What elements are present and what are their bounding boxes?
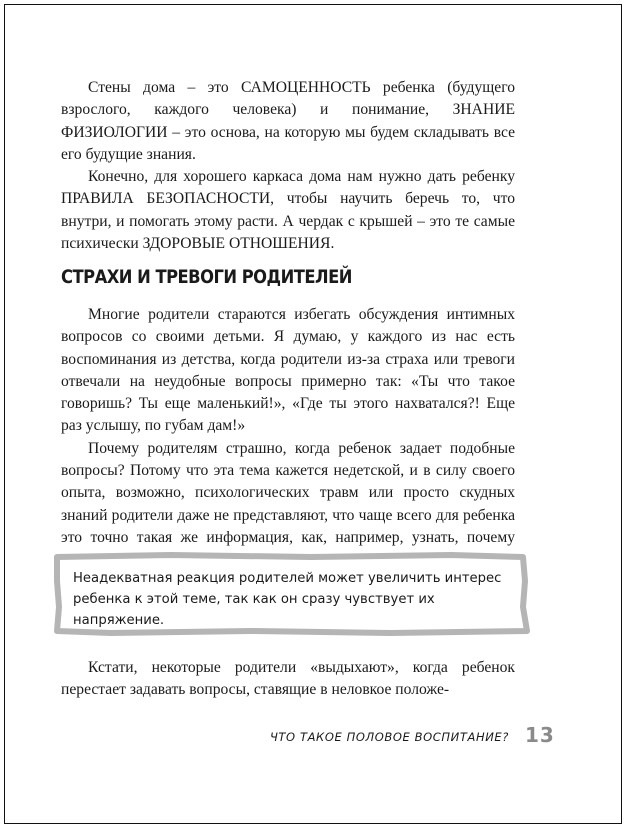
paragraph: Почему родителям страшно, когда ребенок задает подобные вопросы? Потому что эта тема кажется недетской, и в силу своего опыта, возможно, психологических травм или просто скудных знаний родители даже не представляют, что чаще всего для ребенка это точно такая же информация, как, например, узнать, почему bbox=[61, 439, 515, 546]
callout-box bbox=[51, 551, 533, 637]
paragraph: Конечно, для хорошего каркаса дома нам нужно дать ребенку ПРАВИЛА БЕЗОПАСНОСТИ, чтобы научить беречь то, что внутри, и помогать этому расти. А чердак с крышей – это те самые психически ЗДОРОВЫЕ ОТНОШЕНИЯ. bbox=[61, 168, 515, 253]
section-text-block bbox=[61, 304, 515, 572]
paragraph: Стены дома – это САМОЦЕННОСТЬ ребенка (будущего взрослого, каждого человека) и понимание, ЗНАНИЕ ФИЗИОЛОГИИ – это основа, на которую мы будем складывать все его будущие знания. bbox=[61, 79, 515, 163]
book-page bbox=[4, 4, 622, 824]
running-head: ЧТО ТАКОЕ ПОЛОВОЕ ВОСПИТАНИЕ? bbox=[269, 730, 509, 744]
page-footer bbox=[5, 721, 565, 751]
paragraph: Кстати, некоторые родители «выдыхают», когда ребенок перестает задавать вопросы, ставящие в неловкое положе- bbox=[61, 659, 515, 699]
intro-text-block bbox=[61, 77, 515, 255]
paragraph: Многие родители стараются избегать обсуждения интимных вопросов со своими детьми. Я думаю, у каждого из нас есть воспоминания из детства, когда родители из-за страха или тревоги отвечали на неудобные вопросы примерно так: «Ты что такое говоришь? Ты еще маленький!», «Где ты этого нахватался?! Еще раз услышу, по губам дам!» bbox=[61, 306, 515, 435]
page-number: 13 bbox=[525, 723, 555, 747]
section-heading: СТРАХИ И ТРЕВОГИ РОДИТЕЛЕЙ bbox=[61, 266, 352, 288]
continuation-text-block bbox=[61, 657, 515, 702]
callout-text: Неадекватная реакция родителей может увеличить интерес ребенка к этой теме, так как он сразу чувствует их напряжение. bbox=[73, 571, 502, 628]
